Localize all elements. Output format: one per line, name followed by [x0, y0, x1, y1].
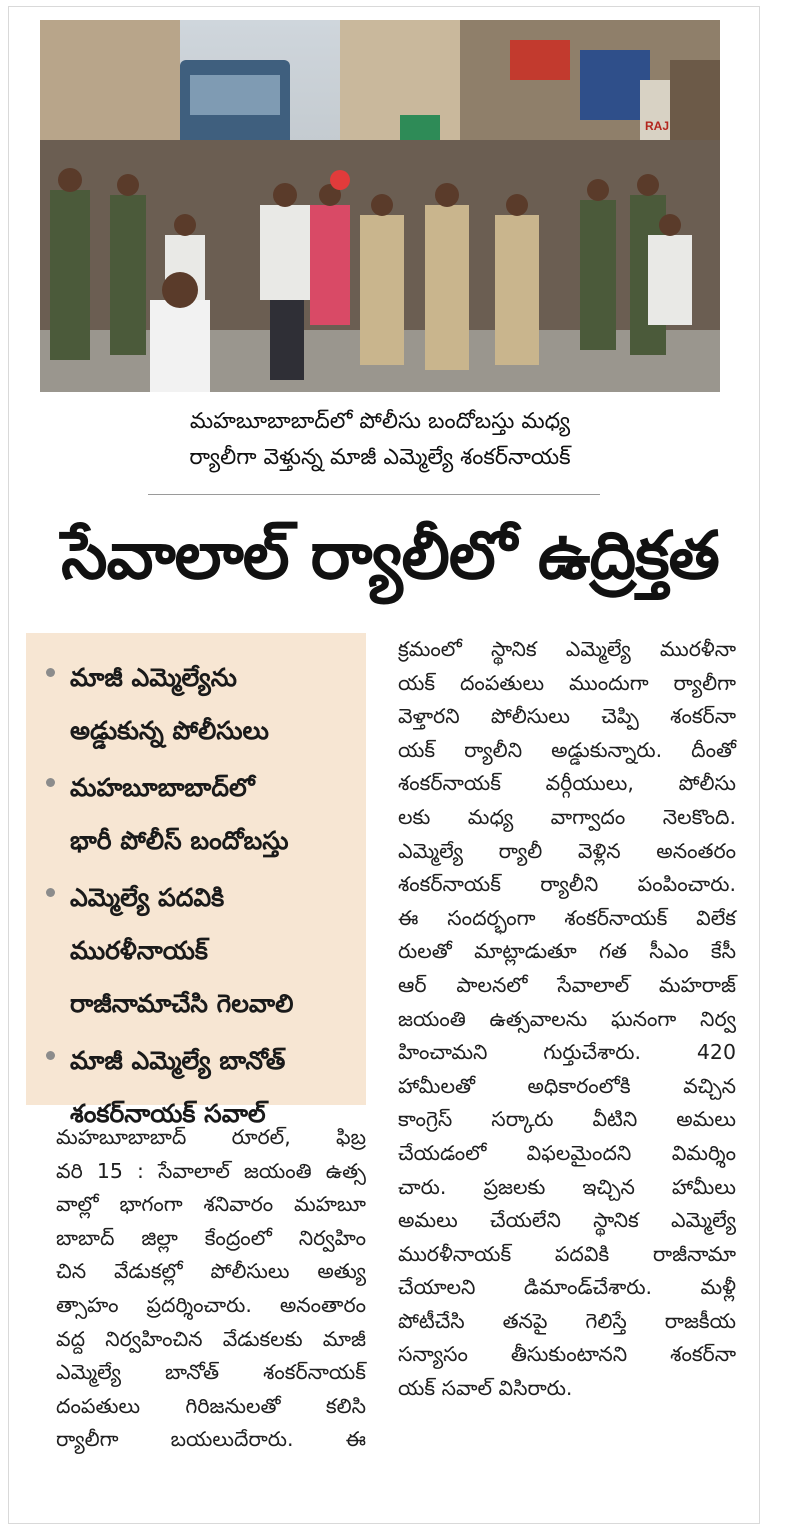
body-line: వద్ద నిర్వహించిన వేడుకలకు మాజీ [56, 1326, 366, 1351]
rally-photo-image [40, 20, 720, 392]
body-line: సన్యాసం తీసుకుంటానని శంకర్‌నా [398, 1342, 736, 1367]
body-line: బాబాద్ జిల్లా కేంద్రంలో నిర్వహిం [56, 1225, 366, 1250]
highlight-line: ఎమ్మెల్యే పదవికి [70, 883, 225, 912]
body-line: ఆర్ పాలనలో సేవాలాల్ మహరాజ్ [398, 972, 736, 997]
photo-caption [40, 404, 720, 476]
bullet-icon [46, 888, 55, 897]
body-line: ఎమ్మెల్యే ర్యాలీ వెళ్లిన అనంతరం [398, 838, 736, 863]
shop-sign-text: RAJ [645, 119, 670, 133]
highlight-line: మాజీ ఎమ్మెల్యే బానోత్ [70, 1046, 286, 1075]
body-line: వాల్లో భాగంగా శనివారం మహబూ [56, 1192, 366, 1217]
body-line: హామీలతో అధికారంలోకి వచ్చిన [398, 1073, 736, 1098]
highlight-item [44, 651, 360, 757]
highlight-line: రాజీనామాచేసి గెలవాలి [70, 989, 294, 1018]
body-line: పోటీచేసి తనపై గెలిస్తే రాజకీయ [398, 1308, 736, 1333]
body-line: మహబూబాబాద్ రూరల్, ఫిబ్ర [56, 1125, 366, 1149]
highlight-line: శంకర్‌నాయక్ సవాల్ [70, 1099, 266, 1128]
body-line: ర్యాలీగా బయలుదేరారు. ఈ [56, 1427, 366, 1452]
body-line: మురళీనాయక్ పదవికి రాజీనామా [398, 1241, 736, 1266]
body-line: హించామని గుర్తుచేశారు. 420 [398, 1040, 736, 1065]
body-line: అమలు చేయలేని స్థానిక ఎమ్మెల్యే [398, 1208, 736, 1233]
body-line: కాంగ్రెస్ సర్కారు వీటిని అమలు [398, 1107, 736, 1132]
headline: సేవాలాల్ ర్యాలీలో ఉద్రిక్తత [61, 517, 719, 594]
highlight-line: భారీ పోలీస్ బందోబస్తు [70, 826, 289, 855]
body-line: రులతో మాట్లాడుతూ గత సీఎం కేసీ [398, 939, 736, 964]
highlights-box [26, 633, 366, 1128]
body-line: త్సాహం ప్రదర్శించారు. అనంతారం [56, 1292, 366, 1317]
bullet-icon [46, 778, 55, 787]
highlight-line: మహబూబాబాద్‌లో [70, 773, 255, 802]
body-line: ఈ సందర్భంగా శంకర్‌నాయక్ విలేక [398, 905, 736, 930]
highlight-line: మాజీ ఎమ్మెల్యేను [70, 663, 237, 692]
caption-divider [148, 494, 600, 495]
body-line: చేయాలని డిమాండ్‌చేశారు. మళ్లీ [398, 1275, 736, 1300]
highlight-item [44, 761, 360, 867]
article-body-right [398, 633, 736, 1406]
bullet-icon [46, 1051, 55, 1060]
body-line: శంకర్‌నాయక్ ర్యాలీని పంపించారు. [398, 872, 736, 897]
body-line: చిన వేడుకల్లో పోలీసులు అత్యు [56, 1259, 366, 1284]
body-line: జయంతి ఉత్సవాలను ఘనంగా నిర్వ [398, 1006, 736, 1031]
rally-photo [40, 20, 720, 392]
highlight-item [44, 871, 360, 1030]
caption-line: ర్యాలీగా వెళ్తున్న మాజీ ఎమ్మెల్యే శంకర్‌నాయక్ [189, 445, 571, 470]
body-line: క్రమంలో స్థానిక ఎమ్మెల్యే మురళీనా [398, 637, 736, 661]
highlight-line: మురళీనాయక్ [70, 936, 208, 965]
body-line: యక్ సవాల్ విసిరారు. [398, 1376, 573, 1401]
body-line: యక్ ర్యాలీని అడ్డుకున్నారు. దీంతో [398, 737, 736, 762]
bullet-icon [46, 668, 55, 677]
body-line: యక్ దంపతులు ముందుగా ర్యాలీగా [398, 670, 736, 695]
body-line: ఎమ్మెల్యే బానోత్ శంకర్‌నాయక్ [56, 1360, 366, 1385]
body-line: చేయడంలో విఫలమైందని విమర్శిం [398, 1140, 736, 1165]
body-line: వరి 15 : సేవాలాల్ జయంతి ఉత్స [56, 1158, 366, 1183]
body-line: లకు మధ్య వాగ్వాదం నెలకొంది. [398, 804, 736, 829]
highlight-line: అడ్డుకున్న పోలీసులు [70, 716, 269, 745]
body-line: శంకర్‌నాయక్ వర్గీయులు, పోలీసు [398, 771, 736, 796]
body-line: దంపతులు గిరిజనులతో కలిసి [56, 1393, 366, 1418]
body-line: వెళ్తారని పోలీసులు చెప్పి శంకర్‌నా [398, 704, 736, 729]
article-body-left [56, 1121, 366, 1457]
body-line: చారు. ప్రజలకు ఇచ్చిన హామీలు [398, 1174, 736, 1199]
caption-line: మహబూబాబాద్‌లో పోలీసు బందోబస్తు మధ్య [189, 409, 571, 434]
